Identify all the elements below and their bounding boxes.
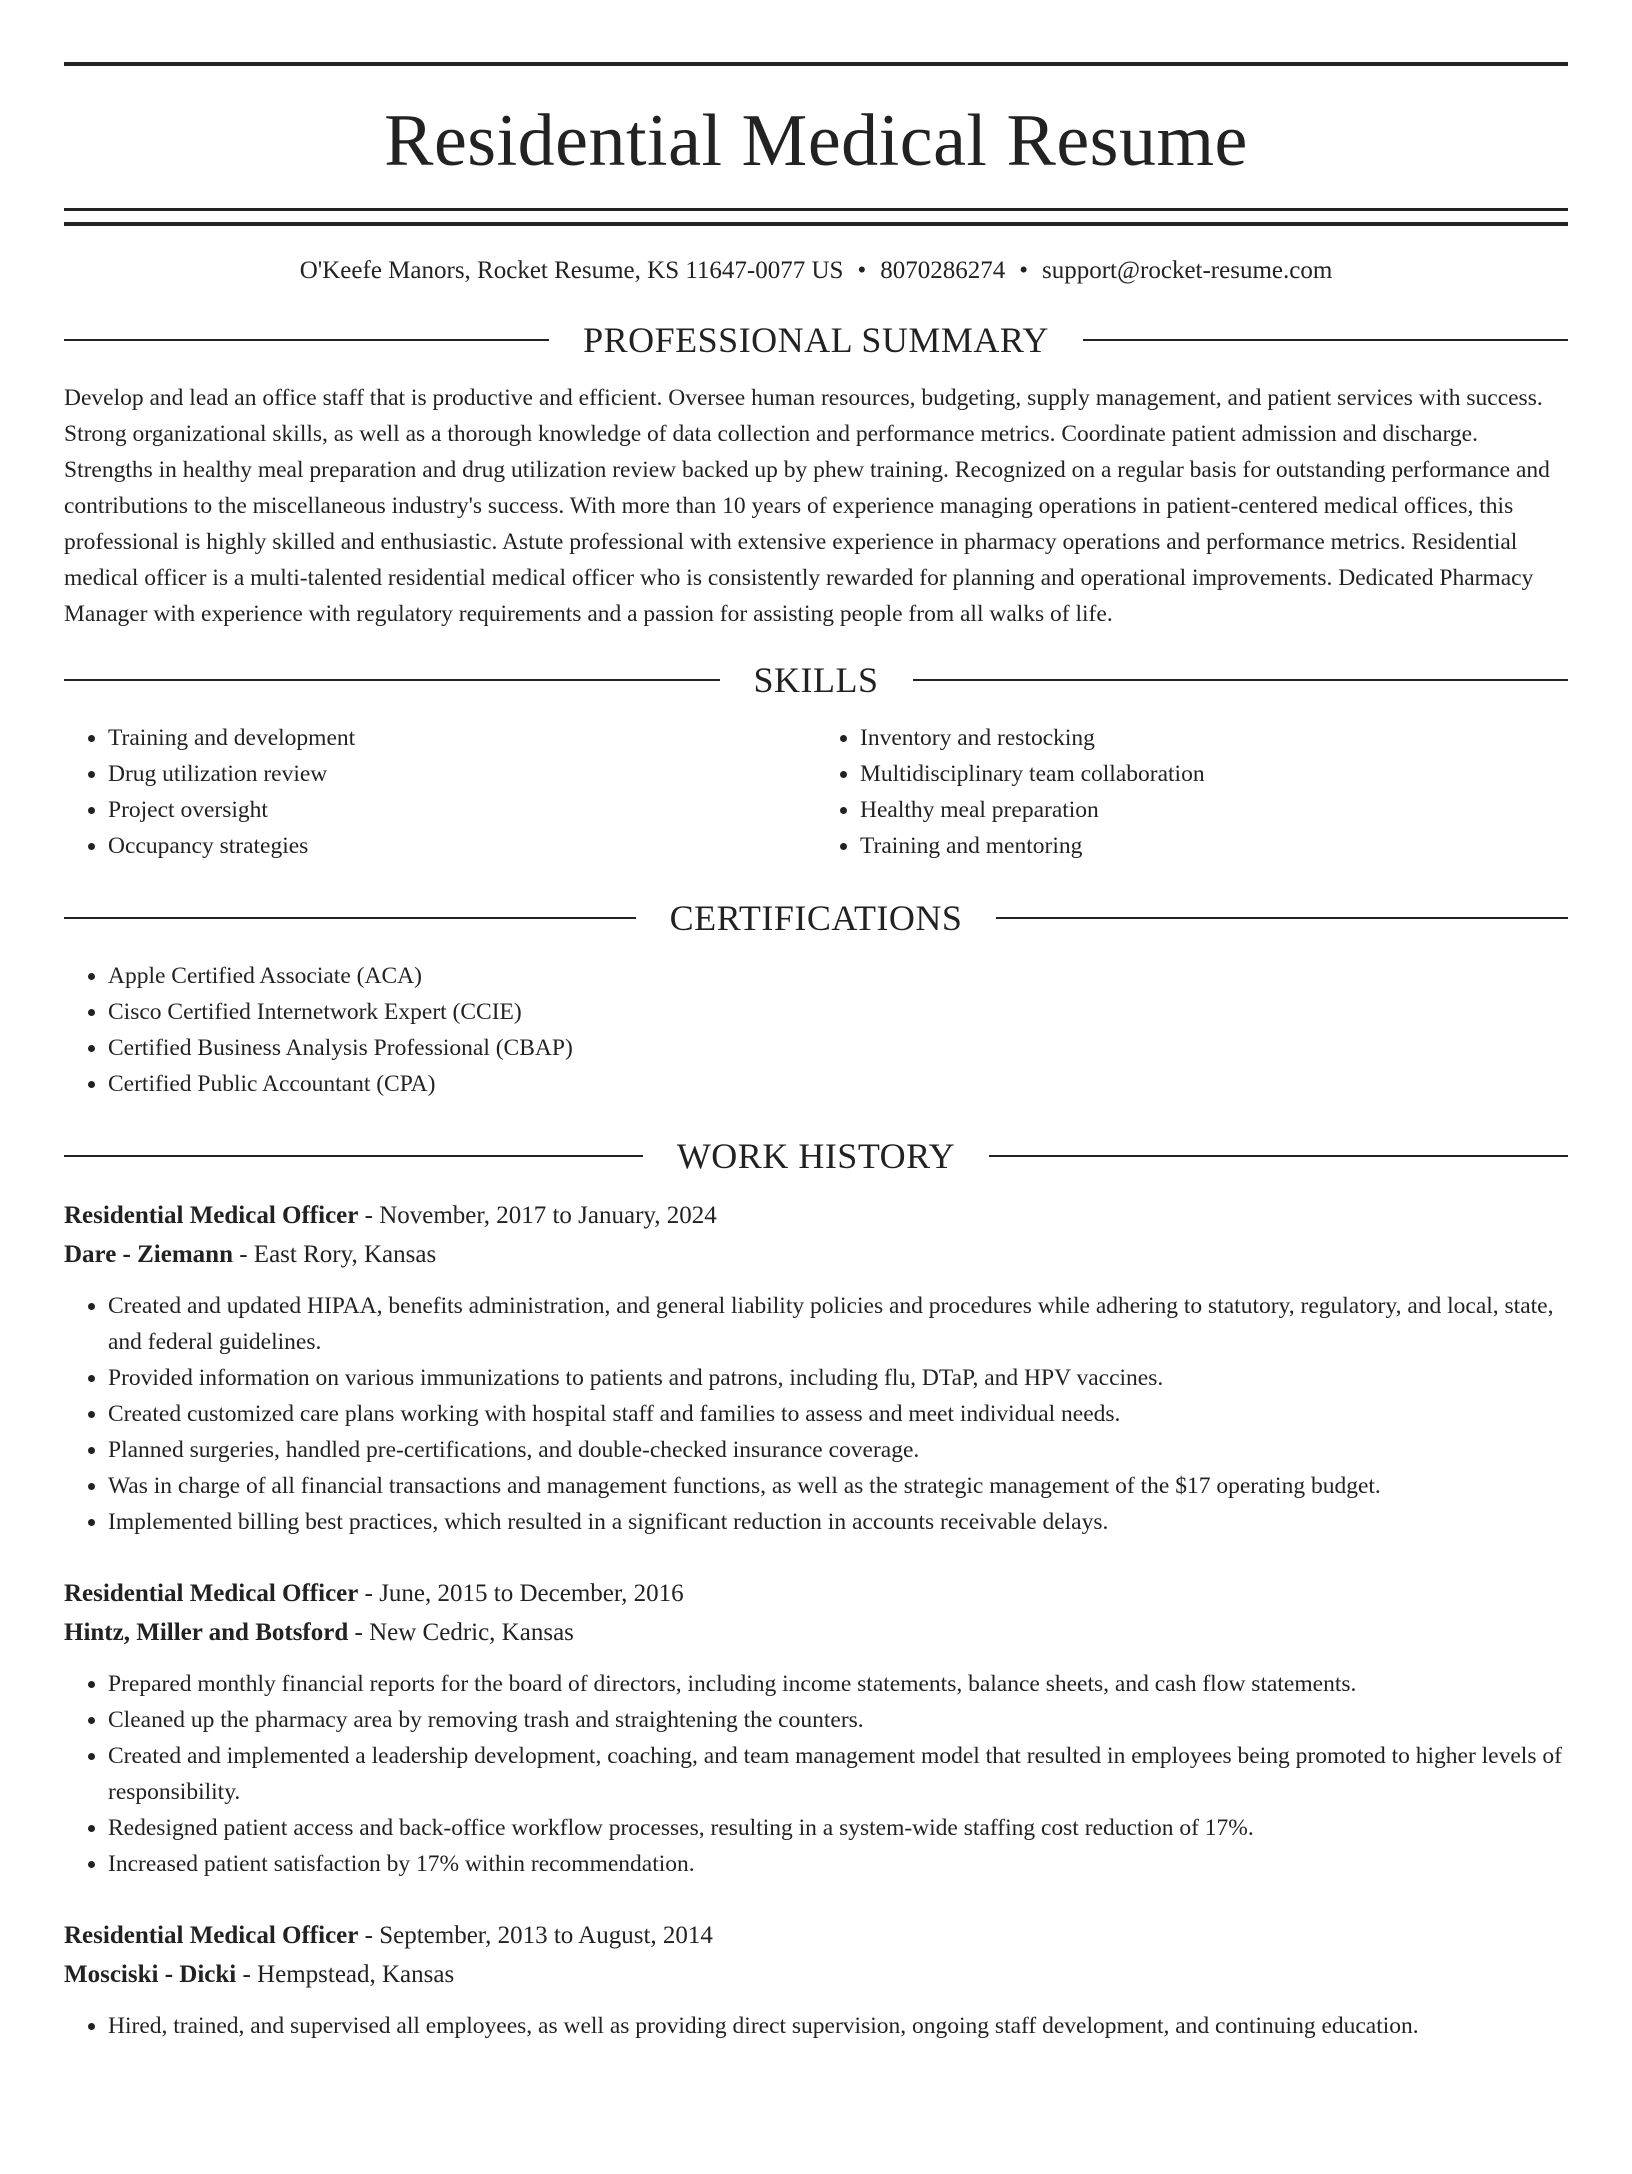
certification-item: • Apple Certified Associate (ACA): [108, 958, 1568, 994]
heading-rule-left: [64, 917, 636, 919]
skill-item: • Healthy meal preparation: [860, 792, 1568, 828]
job-bullet: • Was in charge of all financial transactions and management functions, as well as the strategic management of the $17 operating budget.: [108, 1468, 1568, 1504]
job-location: - East Rory, Kansas: [232, 1241, 437, 1268]
job-dates: - September, 2013 to August, 2014: [358, 1922, 713, 1949]
job-bullet: • Planned surgeries, handled pre-certifications, and double-checked insurance coverage.: [108, 1432, 1568, 1468]
job-location: - New Cedric, Kansas: [348, 1619, 574, 1646]
job-bullet: • Implemented billing best practices, which resulted in a significant reduction in accounts receivable delays.: [108, 1504, 1568, 1540]
job-company: Dare - Ziemann: [64, 1241, 233, 1268]
certification-item: • Certified Business Analysis Professional (CBAP): [108, 1030, 1568, 1066]
work-history-heading: WORK HISTORY: [676, 1136, 956, 1176]
certifications-section-heading: [64, 900, 1568, 936]
certification-item: • Cisco Certified Internetwork Expert (CCIE): [108, 994, 1568, 1030]
job-company-line: [64, 1955, 1568, 1994]
job-dates: - June, 2015 to December, 2016: [358, 1580, 684, 1607]
job-location: - Hempstead, Kansas: [236, 1961, 455, 1988]
job-title-line: [64, 1574, 1568, 1613]
job-bullet: • Provided information on various immunizations to patients and patrons, including flu, DTaP, and HPV vaccines.: [108, 1360, 1568, 1396]
certification-item: • Certified Public Accountant (CPA): [108, 1066, 1568, 1102]
heading-rule-left: [64, 679, 720, 681]
resume-page: [0, 62, 1632, 2174]
skill-item: • Multidisciplinary team collaboration: [860, 756, 1568, 792]
skill-item: • Training and mentoring: [860, 828, 1568, 864]
job-bullets: [64, 2008, 1568, 2044]
contact-email: support@rocket-resume.com: [1042, 257, 1333, 284]
title-double-divider: [64, 208, 1568, 226]
skill-item: • Drug utilization review: [108, 756, 816, 792]
job-company-line: [64, 1613, 1568, 1652]
job-bullet: • Redesigned patient access and back-office workflow processes, resulting in a system-wide staffing cost reduction of 17%.: [108, 1810, 1568, 1846]
heading-rule-right: [989, 1155, 1568, 1157]
job-bullet: • Increased patient satisfaction by 17% within recommendation.: [108, 1846, 1568, 1882]
summary-heading: PROFESSIONAL SUMMARY: [583, 320, 1049, 360]
job-title: Residential Medical Officer: [64, 1580, 359, 1607]
job-bullet: • Prepared monthly financial reports for the board of directors, including income statements, balance sheets, and cash flow statements.: [108, 1666, 1568, 1702]
contact-separator: •: [1019, 257, 1028, 284]
job-bullet: • Cleaned up the pharmacy area by removing trash and straightening the counters.: [108, 1702, 1568, 1738]
skill-item: • Project oversight: [108, 792, 816, 828]
job-bullet: • Created and updated HIPAA, benefits administration, and general liability policies and procedures while adhering to statutory, regulatory, and local, state, and federal guidelines.: [108, 1288, 1568, 1360]
heading-rule-right: [1083, 339, 1568, 341]
job-title-line: [64, 1916, 1568, 1955]
job-company-line: [64, 1235, 1568, 1274]
job-entry: [64, 1196, 1568, 1540]
summary-section-heading: [64, 322, 1568, 358]
job-title-line: [64, 1196, 1568, 1235]
certifications-list: [64, 958, 1568, 1102]
page-title: Residential Medical Resume: [384, 100, 1248, 182]
job-title: Residential Medical Officer: [64, 1202, 359, 1229]
heading-rule-right: [996, 917, 1568, 919]
job-title: Residential Medical Officer: [64, 1922, 359, 1949]
job-company: Hintz, Miller and Botsford: [64, 1619, 349, 1646]
skills-column-left: [64, 720, 816, 864]
contact-address: O'Keefe Manors, Rocket Resume, KS 11647-0077 US: [299, 257, 844, 284]
job-dates: - November, 2017 to January, 2024: [358, 1202, 717, 1229]
job-bullets: [64, 1666, 1568, 1882]
heading-rule-left: [64, 339, 549, 341]
skills-list: [64, 720, 1568, 864]
job-bullets: [64, 1288, 1568, 1540]
job-bullet: • Created and implemented a leadership development, coaching, and team management model that resulted in employees being promoted to higher levels of responsibility.: [108, 1738, 1568, 1810]
contact-line: [64, 256, 1568, 286]
job-company: Mosciski - Dicki: [64, 1961, 237, 1988]
skills-section-heading: [64, 662, 1568, 698]
contact-phone: 8070286274: [880, 257, 1006, 284]
top-divider: [64, 62, 1568, 66]
summary-text: Develop and lead an office staff that is productive and efficient. Oversee human resources, budgeting, supply management, and patient services with success. Strong organizational skills, as well as a thorough knowledge of data collection and performance metrics. Coordinate patient admission and discharge. Strengths in healthy meal preparation and drug utilization review backed up by phew training. Recognized on a regular basis for outstanding performance and contributions to the miscellaneous industry's success. With more than 10 years of experience managing operations in patient-centered medical offices, this professional is highly skilled and enthusiastic. Astute professional with extensive experience in pharmacy operations and performance metrics. Residential medical officer is a multi-talented residential medical officer who is consistently rewarded for planning and operational improvements. Dedicated Pharmacy Manager with experience with regulatory requirements and a passion for assisting people from all walks of life.: [64, 385, 1550, 627]
job-entry: [64, 1574, 1568, 1882]
job-entry: [64, 1916, 1568, 2044]
skill-item: • Occupancy strategies: [108, 828, 816, 864]
skill-item: • Training and development: [108, 720, 816, 756]
certifications-heading: CERTIFICATIONS: [669, 898, 963, 938]
skills-heading: SKILLS: [753, 660, 879, 700]
contact-separator: •: [857, 257, 867, 284]
skills-column-right: [816, 720, 1568, 864]
heading-rule-right: [913, 679, 1569, 681]
heading-rule-left: [64, 1155, 643, 1157]
work-history-section-heading: [64, 1138, 1568, 1174]
skill-item: • Inventory and restocking: [860, 720, 1568, 756]
job-bullet: • Hired, trained, and supervised all employees, as well as providing direct supervision, ongoing staff development, and continuing education.: [108, 2008, 1568, 2044]
job-bullet: • Created customized care plans working with hospital staff and families to assess and meet individual needs.: [108, 1396, 1568, 1432]
